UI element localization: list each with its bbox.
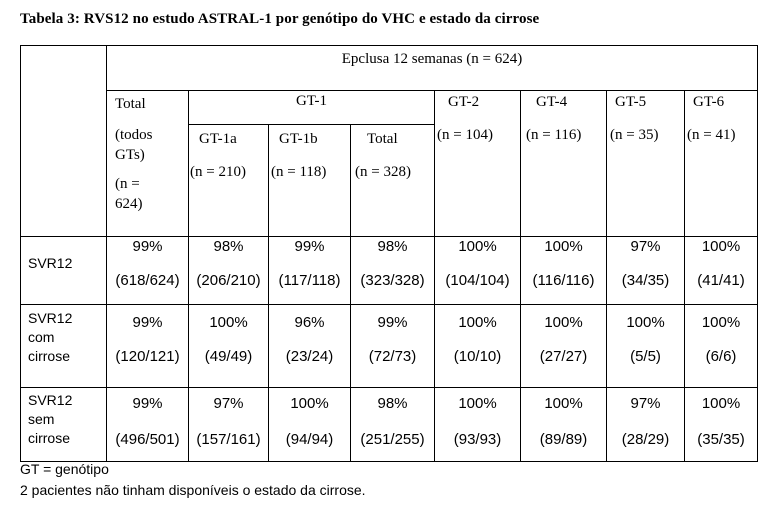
ratio-value: (117/118) <box>278 272 341 289</box>
pct-value: 100% <box>701 395 741 412</box>
pct-value: 99% <box>132 238 163 255</box>
gt4-n-label: (n = 116) <box>526 126 582 143</box>
gt2-n-label: (n = 104) <box>437 126 493 143</box>
ratio-value: (41/41) <box>697 272 745 289</box>
corner-cell-3 <box>21 125 107 237</box>
gt4-n-header <box>521 125 607 237</box>
data-cell <box>269 388 351 462</box>
pct-value: 97% <box>630 395 661 412</box>
ratio-value: (93/93) <box>453 431 502 448</box>
data-cell <box>189 388 269 462</box>
pct-value: 100% <box>626 314 665 331</box>
group-header-label: Epclusa 12 semanas (n = 624) <box>341 51 523 67</box>
gt1b-label: GT-1b <box>279 131 318 147</box>
data-cell <box>521 305 607 388</box>
gt1b-n-label: (n = 118) <box>271 164 327 180</box>
data-cell <box>435 388 521 462</box>
ratio-value: (496/501) <box>115 431 180 448</box>
gt1-header-label: GT-1 <box>295 93 328 109</box>
gt5-header <box>607 91 685 125</box>
pct-value: 99% <box>132 314 163 331</box>
pct-value: 98% <box>213 238 244 255</box>
data-cell <box>107 305 189 388</box>
gt6-header <box>685 91 758 125</box>
data-cell <box>189 237 269 305</box>
total-n-label: (n = 624) <box>115 175 143 212</box>
ratio-value: (251/255) <box>360 431 425 448</box>
data-cell <box>269 237 351 305</box>
ratio-value: (157/161) <box>196 431 261 448</box>
data-cell <box>607 305 685 388</box>
gt6-n-label: (n = 41) <box>687 126 736 143</box>
pct-value: 97% <box>630 238 661 255</box>
data-cell <box>107 237 189 305</box>
pct-value: 97% <box>213 395 244 412</box>
gt4-header-label: GT-4 <box>536 94 568 110</box>
data-cell <box>435 237 521 305</box>
data-cell <box>685 305 758 388</box>
data-cell <box>607 237 685 305</box>
data-cell <box>435 305 521 388</box>
total-sub-header <box>107 125 189 237</box>
data-cell <box>189 305 269 388</box>
pct-value: 100% <box>290 395 329 412</box>
gt2-header <box>435 91 521 125</box>
gt1-total-n-label: (n = 328) <box>355 164 411 180</box>
row-label-cell <box>21 305 107 388</box>
ratio-value: (27/27) <box>539 348 588 365</box>
corner-cell <box>21 46 107 91</box>
gt1-header <box>189 91 435 125</box>
row-label: SVR12 sem cirrose <box>28 392 73 446</box>
pct-value: 100% <box>544 395 583 412</box>
pct-value: 100% <box>458 238 497 255</box>
pct-value: 100% <box>209 314 248 331</box>
row-label-cell <box>21 388 107 462</box>
pct-value: 100% <box>701 314 741 331</box>
data-cell <box>521 237 607 305</box>
pct-value: 98% <box>377 238 408 255</box>
ratio-value: (5/5) <box>630 348 661 365</box>
data-cell <box>521 388 607 462</box>
row-label: SVR12 <box>28 255 73 271</box>
data-cell <box>685 237 758 305</box>
ratio-value: (116/116) <box>532 272 595 289</box>
ratio-value: (23/24) <box>285 348 334 365</box>
pct-value: 100% <box>701 238 741 255</box>
data-cell <box>607 388 685 462</box>
ratio-value: (104/104) <box>445 272 510 289</box>
ratio-value: (618/624) <box>115 272 180 289</box>
ratio-value: (6/6) <box>705 348 737 365</box>
footnote-gt: GT = genótipo <box>20 461 109 477</box>
ratio-value: (10/10) <box>453 348 502 365</box>
data-cell <box>351 237 435 305</box>
total-sub-label: (todos GTs) <box>115 126 153 163</box>
row-label: SVR12 com cirrose <box>28 310 73 364</box>
table-row <box>21 305 758 388</box>
gt1-total-header <box>351 125 435 237</box>
ratio-value: (72/73) <box>368 348 417 365</box>
gt1a-n-label: (n = 210) <box>190 164 246 180</box>
ratio-value: (34/35) <box>621 272 670 289</box>
gt1a-header <box>189 125 269 237</box>
pct-value: 99% <box>377 314 408 331</box>
gt5-header-label: GT-5 <box>615 94 647 110</box>
ratio-value: (49/49) <box>204 348 253 365</box>
data-cell <box>685 388 758 462</box>
ratio-value: (35/35) <box>697 431 745 448</box>
gt4-header <box>521 91 607 125</box>
table-row <box>21 388 758 462</box>
pct-value: 96% <box>294 314 325 331</box>
gt5-n-label: (n = 35) <box>610 126 659 143</box>
gt1a-label: GT-1a <box>199 131 237 147</box>
ratio-value: (206/210) <box>196 272 261 289</box>
gt1-total-label: Total <box>367 131 398 147</box>
footnote-cirrhosis: 2 pacientes não tinham disponíveis o estado da cirrose. <box>20 482 366 498</box>
pct-value: 98% <box>377 395 408 412</box>
table-row <box>21 237 758 305</box>
gt6-n-header <box>685 125 758 237</box>
pct-value: 100% <box>458 395 497 412</box>
ratio-value: (120/121) <box>115 348 180 365</box>
total-header <box>107 91 189 125</box>
gt2-header-label: GT-2 <box>448 94 480 110</box>
pct-value: 100% <box>458 314 497 331</box>
row-label-cell <box>21 237 107 305</box>
ratio-value: (28/29) <box>621 431 670 448</box>
gt6-header-label: GT-6 <box>693 94 725 110</box>
pct-value: 100% <box>544 238 583 255</box>
ratio-value: (94/94) <box>285 431 334 448</box>
table-title: Tabela 3: RVS12 no estudo ASTRAL-1 por genótipo do VHC e estado da cirrose <box>20 11 540 27</box>
data-cell <box>351 305 435 388</box>
data-cell <box>351 388 435 462</box>
ratio-value: (323/328) <box>360 272 425 289</box>
gt1b-header <box>269 125 351 237</box>
group-header <box>107 46 758 91</box>
ratio-value: (89/89) <box>539 431 588 448</box>
gt2-n-header <box>435 125 521 237</box>
pct-value: 99% <box>132 395 163 412</box>
data-cell <box>269 305 351 388</box>
pct-value: 100% <box>544 314 583 331</box>
total-header-label: Total <box>115 96 146 112</box>
svr12-table <box>20 45 758 462</box>
corner-cell-2 <box>21 91 107 125</box>
pct-value: 99% <box>294 238 325 255</box>
data-cell <box>107 388 189 462</box>
gt5-n-header <box>607 125 685 237</box>
